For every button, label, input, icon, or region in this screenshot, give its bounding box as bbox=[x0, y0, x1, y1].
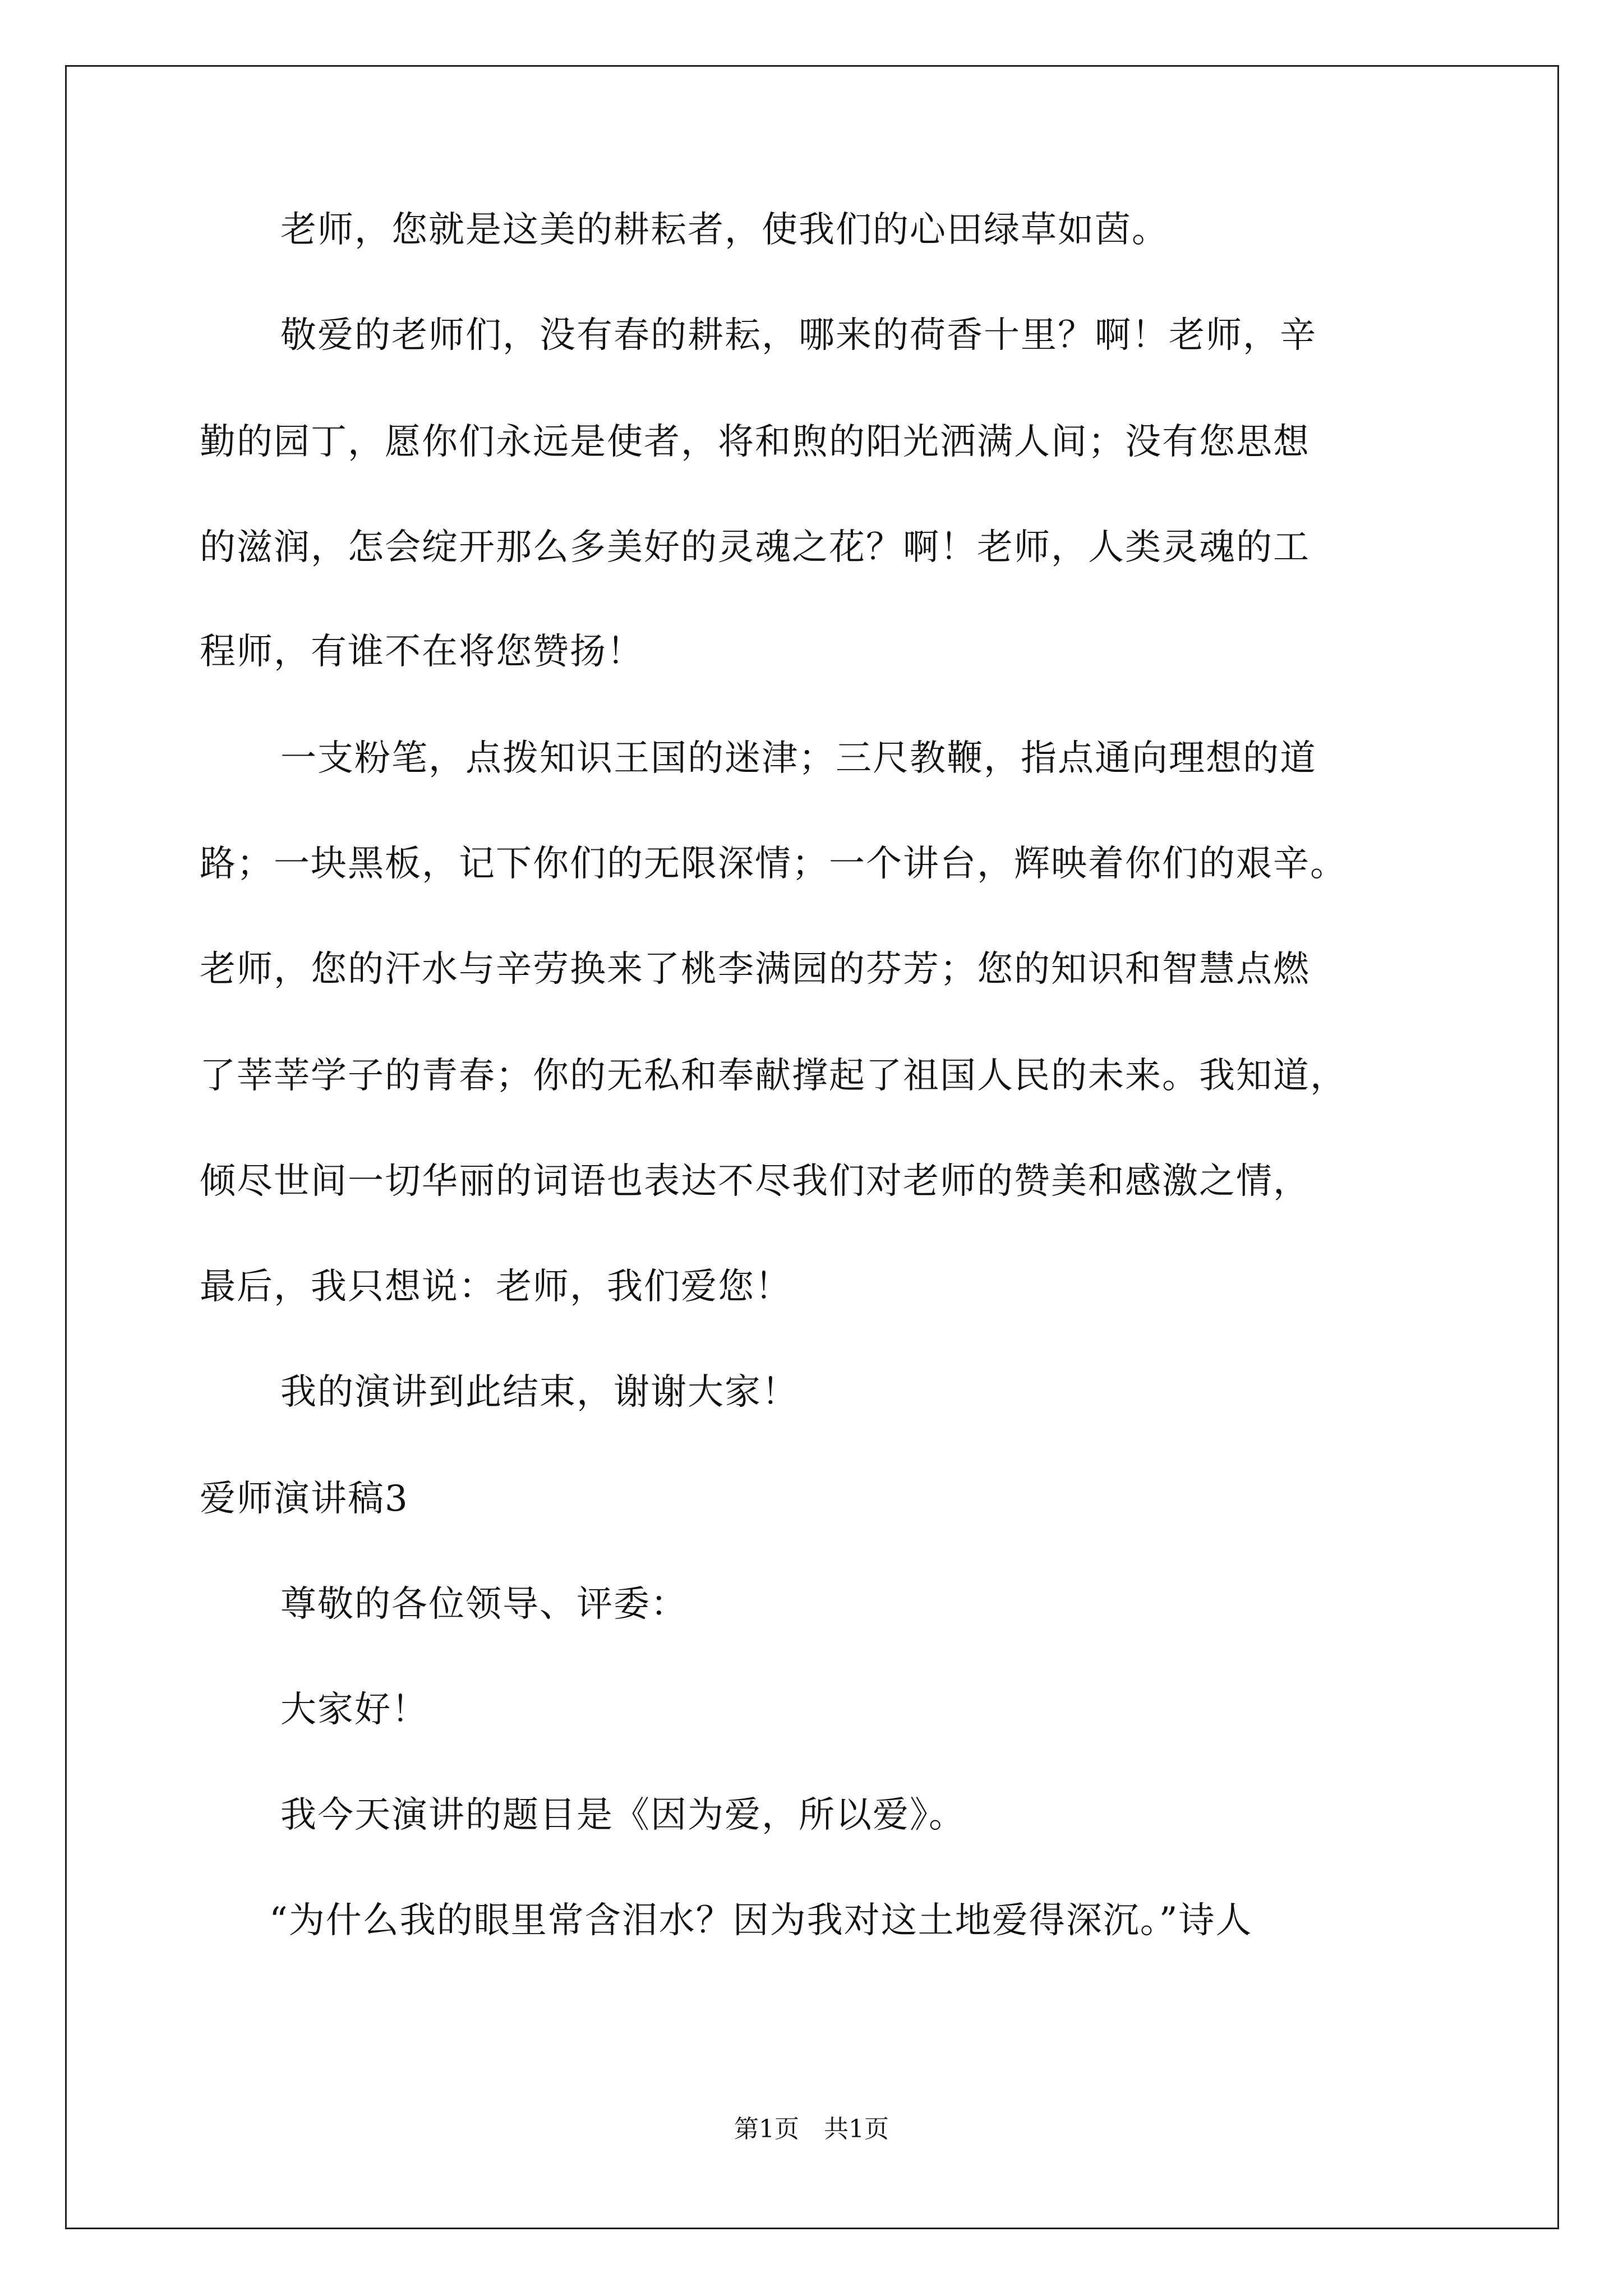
paragraph-line: 尊敬的各位领导、评委： bbox=[280, 1584, 688, 1625]
paragraph-line: 路；一块黑板，记下你们的无限深情；一个讲台，辉映着你们的艰辛。 bbox=[200, 843, 1347, 885]
paragraph-line: 一支粉笔，点拨知识王国的迷津；三尺教鞭，指点通向理想的道 bbox=[280, 738, 1317, 779]
paragraph-line: 勤的园丁，愿你们永远是使者，将和煦的阳光洒满人间；没有您思想 bbox=[200, 421, 1310, 463]
paragraph-line: 倾尽世间一切华丽的词语也表达不尽我们对老师的赞美和感激之情， bbox=[200, 1161, 1310, 1202]
paragraph-line: “为什么我的眼里常含泪水？因为我对这土地爱得深沉。”诗人 bbox=[269, 1900, 1253, 1941]
paragraph-line: 敬爱的老师们，没有春的耕耘，哪来的荷香十里？啊！老师，辛 bbox=[280, 315, 1317, 356]
paragraph-line: 的滋润，怎会绽开那么多美好的灵魂之花？啊！老师，人类灵魂的工 bbox=[200, 527, 1310, 568]
page-footer: 第1页 共1页 bbox=[734, 2115, 889, 2143]
paragraph-line: 我的演讲到此结束，谢谢大家！ bbox=[280, 1372, 799, 1413]
paragraph-line: 我今天演讲的题目是《因为爱，所以爱》。 bbox=[280, 1795, 966, 1836]
paragraph-line: 大家好！ bbox=[280, 1689, 428, 1731]
paragraph-line: 了莘莘学子的青春；你的无私和奉献撑起了祖国人民的未来。我知道， bbox=[200, 1055, 1347, 1097]
section-heading: 爱师演讲稿3 bbox=[200, 1478, 409, 1520]
paragraph-line: 程师，有谁不在将您赞扬！ bbox=[200, 631, 644, 673]
paragraph-line: 老师，您就是这美的耕耘者，使我们的心田绿草如茵。 bbox=[280, 209, 1169, 251]
paragraph-line: 最后，我只想说：老师，我们爱您！ bbox=[200, 1266, 792, 1308]
paragraph-line: 老师，您的汗水与辛劳换来了桃李满园的芬芳；您的知识和智慧点燃 bbox=[200, 949, 1310, 990]
